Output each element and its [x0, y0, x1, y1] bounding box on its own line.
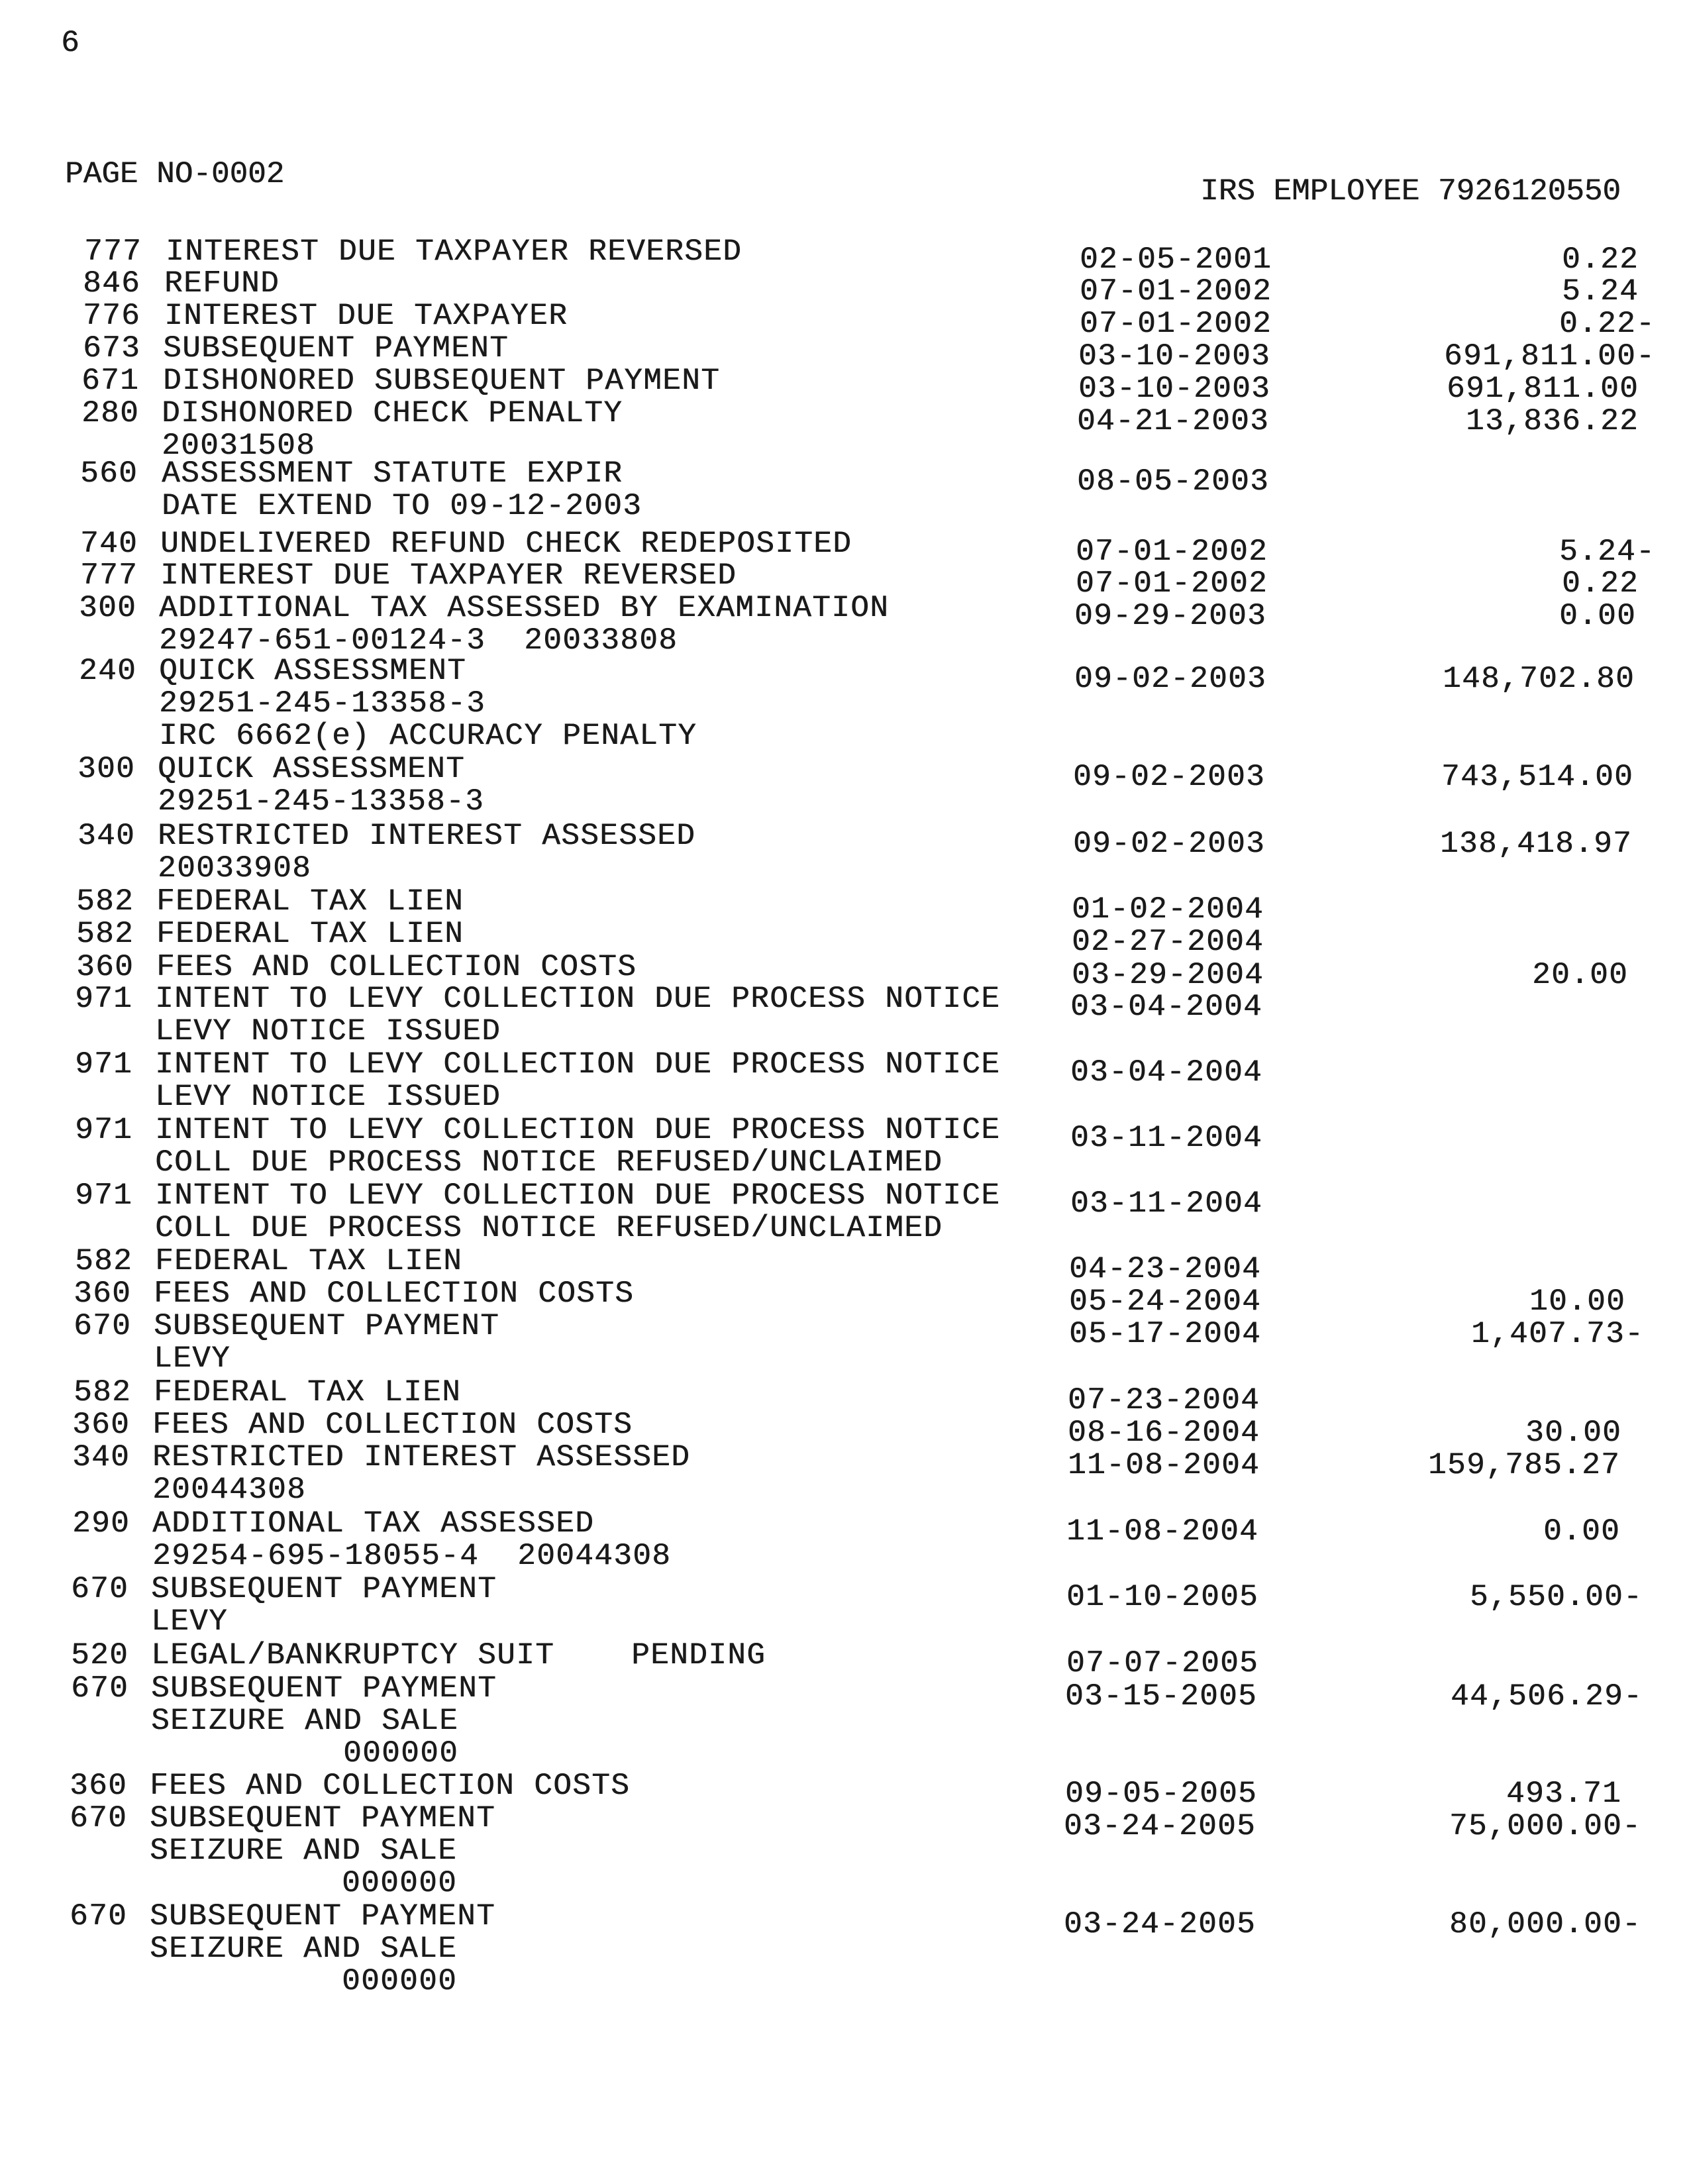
transaction-amount: 148,702.80 — [1442, 662, 1635, 696]
transaction-date: 03-10-2003 — [1078, 339, 1271, 374]
transaction-date: 08-16-2004 — [1068, 1416, 1260, 1450]
transaction-amount: 75,000.00- — [1449, 1809, 1641, 1844]
page-number-label: PAGE NO-0002 — [65, 157, 285, 191]
transaction-description: FEDERAL TAX LIEN — [156, 917, 464, 951]
transaction-code: 740 — [80, 527, 138, 561]
irs-employee-id: IRS EMPLOYEE 7926120550 — [1200, 174, 1621, 209]
transaction-description: SUBSEQUENT PAYMENT — [154, 1309, 500, 1343]
transaction-amount: 10.00 — [1529, 1284, 1625, 1319]
transaction-date: 07-01-2002 — [1080, 274, 1272, 309]
transaction-detail: LEVY NOTICE ISSUED — [155, 1080, 501, 1114]
transaction-description: DISHONORED CHECK PENALTY — [162, 396, 623, 431]
transaction-amount: 691,811.00- — [1443, 339, 1655, 374]
transaction-date: 08-05-2003 — [1077, 464, 1270, 499]
transaction-description: INTENT TO LEVY COLLECTION DUE PROCESS NOTICE — [155, 982, 1001, 1016]
transaction-code: 670 — [70, 1899, 128, 1934]
transaction-date: 05-17-2004 — [1069, 1317, 1262, 1351]
transaction-detail: LEVY — [151, 1604, 229, 1639]
transaction-detail: 29247-651-00124-3 20033808 — [159, 623, 678, 658]
page-corner-number: 6 — [61, 26, 79, 60]
transaction-description: SUBSEQUENT PAYMENT — [150, 1899, 496, 1934]
transaction-code: 300 — [77, 752, 136, 786]
transaction-code: 670 — [70, 1801, 128, 1836]
transaction-amount: 30.00 — [1525, 1416, 1621, 1450]
transaction-description: RESTRICTED INTEREST ASSESSED — [152, 1440, 691, 1475]
transaction-detail: COLL DUE PROCESS NOTICE REFUSED/UNCLAIMED — [155, 1145, 943, 1180]
transaction-detail: 29254-695-18055-4 20044308 — [152, 1539, 672, 1573]
transaction-detail: 000000 — [150, 1866, 458, 1900]
transaction-date: 03-24-2005 — [1064, 1809, 1256, 1844]
transaction-description: RESTRICTED INTEREST ASSESSED — [158, 819, 696, 853]
transaction-date: 01-10-2005 — [1066, 1580, 1259, 1614]
transaction-code: 971 — [75, 1047, 133, 1082]
transaction-detail: SEIZURE AND SALE — [150, 1834, 458, 1868]
transaction-code: 673 — [83, 331, 141, 366]
transaction-amount: 5.24 — [1561, 274, 1639, 309]
transaction-amount: 13,836.22 — [1465, 404, 1639, 439]
transaction-code: 300 — [79, 591, 137, 625]
transaction-amount: 691,811.00 — [1446, 372, 1639, 406]
transaction-description: FEDERAL TAX LIEN — [156, 884, 464, 919]
transaction-date: 07-01-2002 — [1076, 535, 1268, 569]
transaction-description: SUBSEQUENT PAYMENT — [163, 331, 509, 366]
transaction-amount: 493.71 — [1506, 1777, 1621, 1811]
transaction-description: REFUND — [164, 266, 280, 301]
transaction-code: 671 — [81, 364, 140, 398]
transaction-code: 582 — [76, 884, 134, 919]
transaction-code: 560 — [80, 456, 138, 491]
transaction-description: QUICK ASSESSMENT — [159, 654, 467, 688]
transaction-description: LEGAL/BANKRUPTCY SUIT PENDING — [151, 1638, 766, 1673]
transaction-description: FEES AND COLLECTION COSTS — [150, 1769, 631, 1803]
transaction-amount: 80,000.00- — [1449, 1907, 1641, 1942]
transaction-date: 04-23-2004 — [1069, 1252, 1262, 1286]
transaction-code: 280 — [81, 396, 140, 431]
transaction-detail: 000000 — [150, 1964, 458, 1999]
transaction-amount: 138,418.97 — [1439, 827, 1632, 861]
transaction-amount: 20.00 — [1531, 958, 1628, 992]
transaction-date: 07-01-2002 — [1080, 307, 1272, 341]
transaction-code: 340 — [72, 1440, 130, 1475]
transaction-date: 03-15-2005 — [1065, 1679, 1258, 1714]
transaction-amount: 1,407.73- — [1470, 1317, 1644, 1351]
transaction-detail: DATE EXTEND TO 09-12-2003 — [162, 489, 642, 523]
transaction-code: 971 — [75, 1113, 133, 1147]
transaction-amount: 0.22- — [1559, 307, 1655, 341]
transaction-amount: 0.00 — [1543, 1514, 1620, 1549]
transaction-description: SUBSEQUENT PAYMENT — [150, 1801, 496, 1836]
transaction-code: 670 — [71, 1671, 129, 1706]
transaction-code: 777 — [80, 558, 138, 593]
transaction-date: 11-08-2004 — [1066, 1514, 1259, 1549]
transaction-date: 03-11-2004 — [1070, 1121, 1263, 1155]
transaction-code: 520 — [71, 1638, 129, 1673]
transaction-detail: 29251-245-13358-3 — [159, 686, 486, 721]
transaction-description: DISHONORED SUBSEQUENT PAYMENT — [163, 364, 721, 398]
transaction-amount: 0.22 — [1561, 242, 1639, 277]
transaction-description: QUICK ASSESSMENT — [158, 752, 466, 786]
transaction-code: 582 — [75, 1244, 133, 1278]
transaction-code: 360 — [72, 1408, 130, 1442]
transaction-description: INTEREST DUE TAXPAYER — [164, 299, 568, 333]
transaction-description: INTEREST DUE TAXPAYER REVERSED — [160, 558, 737, 593]
transaction-description: SUBSEQUENT PAYMENT — [151, 1572, 497, 1606]
transaction-date: 07-23-2004 — [1068, 1383, 1260, 1418]
transaction-description: FEES AND COLLECTION COSTS — [156, 950, 637, 984]
transaction-code: 360 — [76, 950, 134, 984]
transaction-date: 09-29-2003 — [1074, 599, 1267, 633]
transaction-date: 03-11-2004 — [1070, 1186, 1263, 1221]
transaction-code: 776 — [83, 299, 141, 333]
transaction-detail: LEVY — [154, 1341, 231, 1376]
transaction-description: ASSESSMENT STATUTE EXPIR — [162, 456, 623, 491]
transaction-detail: 29251-245-13358-3 — [158, 784, 485, 819]
transaction-date: 02-27-2004 — [1072, 925, 1264, 959]
transaction-amount: 5.24- — [1559, 535, 1655, 569]
transaction-code: 340 — [77, 819, 136, 853]
transaction-detail: SEIZURE AND SALE — [151, 1704, 459, 1738]
transaction-description: FEES AND COLLECTION COSTS — [152, 1408, 633, 1442]
transaction-code: 582 — [74, 1375, 132, 1410]
transaction-description: ADDITIONAL TAX ASSESSED BY EXAMINATION — [159, 591, 890, 625]
transaction-date: 03-04-2004 — [1070, 990, 1263, 1024]
transaction-description: FEDERAL TAX LIEN — [155, 1244, 463, 1278]
transaction-detail: LEVY NOTICE ISSUED — [155, 1014, 501, 1049]
transaction-date: 03-10-2003 — [1078, 372, 1271, 406]
transaction-date: 09-02-2003 — [1073, 827, 1266, 861]
transaction-date: 09-02-2003 — [1073, 760, 1266, 794]
transaction-detail: SEIZURE AND SALE — [150, 1932, 458, 1966]
transaction-amount: 159,785.27 — [1427, 1448, 1620, 1482]
transaction-detail: 20031508 — [162, 429, 316, 463]
transaction-date: 03-04-2004 — [1070, 1055, 1263, 1090]
transaction-code: 971 — [75, 982, 133, 1016]
transaction-amount: 44,506.29- — [1450, 1679, 1643, 1714]
transaction-code: 777 — [84, 234, 142, 269]
transaction-detail: IRC 6662(e) ACCURACY PENALTY — [159, 719, 697, 753]
transaction-description: INTEREST DUE TAXPAYER REVERSED — [166, 234, 742, 269]
transaction-date: 02-05-2001 — [1080, 242, 1272, 277]
transaction-description: INTENT TO LEVY COLLECTION DUE PROCESS NOTICE — [155, 1047, 1001, 1082]
transaction-date: 04-21-2003 — [1077, 404, 1270, 439]
transaction-amount: 0.00 — [1559, 599, 1636, 633]
transaction-date: 05-24-2004 — [1069, 1284, 1262, 1319]
transaction-date: 07-01-2002 — [1076, 566, 1268, 601]
transaction-date: 03-24-2005 — [1064, 1907, 1256, 1942]
transaction-code: 360 — [74, 1276, 132, 1311]
transaction-date: 07-07-2005 — [1066, 1646, 1259, 1681]
transaction-amount: 5,550.00- — [1469, 1580, 1643, 1614]
transaction-description: FEES AND COLLECTION COSTS — [154, 1276, 635, 1311]
transaction-date: 11-08-2004 — [1068, 1448, 1260, 1482]
transaction-code: 971 — [75, 1178, 133, 1213]
transaction-description: SUBSEQUENT PAYMENT — [151, 1671, 497, 1706]
transaction-code: 582 — [76, 917, 134, 951]
transaction-code: 670 — [74, 1309, 132, 1343]
transaction-description: FEDERAL TAX LIEN — [154, 1375, 462, 1410]
transaction-description: ADDITIONAL TAX ASSESSED — [152, 1506, 595, 1541]
transaction-detail: 20044308 — [152, 1473, 307, 1507]
transaction-code: 240 — [79, 654, 137, 688]
transaction-code: 846 — [83, 266, 141, 301]
transaction-detail: COLL DUE PROCESS NOTICE REFUSED/UNCLAIMED — [155, 1211, 943, 1245]
transaction-detail: 20033908 — [158, 851, 312, 886]
transaction-amount: 0.22 — [1561, 566, 1639, 601]
transaction-date: 03-29-2004 — [1072, 958, 1264, 992]
transaction-description: INTENT TO LEVY COLLECTION DUE PROCESS NOTICE — [155, 1113, 1001, 1147]
transaction-code: 290 — [72, 1506, 130, 1541]
transaction-description: INTENT TO LEVY COLLECTION DUE PROCESS NOTICE — [155, 1178, 1001, 1213]
transaction-detail: 000000 — [151, 1736, 459, 1771]
transaction-code: 670 — [71, 1572, 129, 1606]
transaction-date: 01-02-2004 — [1072, 892, 1264, 927]
transaction-amount: 743,514.00 — [1441, 760, 1633, 794]
transaction-description: UNDELIVERED REFUND CHECK REDEPOSITED — [160, 527, 852, 561]
transaction-code: 360 — [70, 1769, 128, 1803]
transaction-date: 09-05-2005 — [1065, 1777, 1258, 1811]
transaction-date: 09-02-2003 — [1074, 662, 1267, 696]
